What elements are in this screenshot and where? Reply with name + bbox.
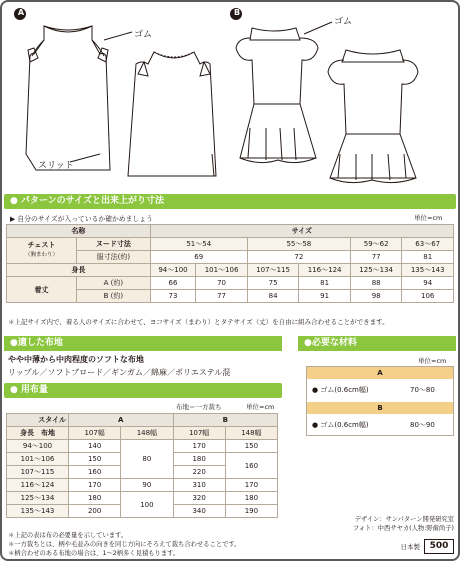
fabric-line2: リップル／ソフトブロード／ギンガム／綿麻／ポリエステル混 [8, 368, 231, 377]
height-3: 107～115 [247, 264, 299, 277]
yardage-row4-b107: 310 [173, 479, 225, 492]
yardage-foot3-text: 柄合わせのある布地の場合は、1～2柄多く見積もります。 [14, 550, 180, 557]
chest-label: チェスト [27, 241, 56, 249]
yardage-b148-6: 190 [225, 505, 277, 518]
yardage-unit: 単位=cm [246, 403, 275, 411]
yardage-table [6, 413, 278, 518]
yardage-b148-2: 160 [225, 453, 277, 479]
yardage-a148-2: 90 [121, 479, 173, 492]
a-elastic-label: ゴム [134, 30, 153, 40]
material-unit: 単位=cm [418, 357, 447, 365]
yardage-row6-a107: 200 [69, 505, 121, 518]
yardage-row4-a107: 170 [69, 479, 121, 492]
b-length-2: 77 [196, 290, 248, 303]
yardage-subnote: 布地＝一方裁ち [176, 403, 222, 411]
a-slit-label: スリット [38, 161, 74, 171]
yardage-foot1-text: 上記の表は布の必要量を示しています。 [14, 532, 128, 539]
chest-sub-label: （胸まわり） [25, 252, 59, 258]
size-header-size: サイズ [150, 225, 453, 238]
yardage-row2-height: 101～106 [7, 453, 69, 466]
fabric-line1: やや中薄から中肉程度のソフトな布地 [8, 355, 144, 364]
b-length-3: 84 [247, 290, 299, 303]
material-b-item: ● ゴム(0.6cm幅) [312, 421, 369, 429]
finished-3: 77 [350, 251, 402, 264]
b-length-6: 106 [402, 290, 454, 303]
height-5: 125～134 [350, 264, 402, 277]
yardage-row4-height: 116～124 [7, 479, 69, 492]
nude-4: 63～67 [402, 238, 454, 251]
finished-1: 69 [150, 251, 247, 264]
nude-label: ヌード寸法 [77, 238, 151, 251]
size-table [6, 224, 454, 303]
finished-4: 81 [402, 251, 454, 264]
credit-design: デザイン：サンパターン開発研究室 [354, 516, 454, 523]
yardage-col-b: B [173, 414, 278, 427]
badge-b: B [233, 8, 241, 17]
length-label: 着丈 [7, 277, 77, 303]
length-a-label: A (約) [77, 277, 151, 290]
yardage-row6-height: 135～143 [7, 505, 69, 518]
yardage-row5-a107: 180 [69, 492, 121, 505]
yardage-col-a: A [69, 414, 174, 427]
height-2: 101～106 [196, 264, 248, 277]
fabric-section-header: ●適した布地 [4, 336, 282, 351]
material-a-item: ● ゴム(0.6cm幅) [312, 386, 369, 394]
material-section-title: 必要な材料 [311, 338, 357, 348]
material-a-item-text: ゴム(0.6cm幅) [320, 386, 369, 394]
yardage-height-fabric [7, 427, 69, 440]
yardage-row1-height: 94～100 [7, 440, 69, 453]
badge-a: A [17, 8, 25, 17]
yardage-foot1: ＊上記の表は布の必要量を示しています。 [8, 532, 128, 539]
yardage-foot3: ＊柄合わせのある布地の場合は、1～2柄多く見積もります。 [8, 550, 180, 557]
b-length-5: 98 [350, 290, 402, 303]
b-length-4: 91 [299, 290, 351, 303]
size-section-header: ● パターンのサイズと出来上がり寸法 [4, 194, 456, 209]
size-footnote-text: 上記サイズ内で、着る人のサイズに合わせて、ヨコサイズ（まわり）とタテサイズ（丈）を自由に組み合わせることができます。 [14, 318, 389, 326]
yardage-row3-height: 107～115 [7, 466, 69, 479]
length-b-label: B (約) [77, 290, 151, 303]
yardage-a-148: 148幅 [121, 427, 173, 440]
yardage-b-107: 107幅 [173, 427, 225, 440]
fabric-section-title: 適した布地 [17, 338, 63, 348]
height-6: 135～143 [402, 264, 454, 277]
a-length-2: 70 [196, 277, 248, 290]
b-elastic-label: ゴム [334, 17, 353, 27]
yardage-b148-4: 170 [225, 479, 277, 492]
a-length-1: 66 [150, 277, 196, 290]
size-footnote: ＊上記サイズ内で、着る人のサイズに合わせて、ヨコサイズ（まわり）とタテサイズ（丈）を自由に組み合わせることができます。 [8, 318, 389, 326]
yardage-a-107: 107幅 [69, 427, 121, 440]
yardage-row5-b107: 320 [173, 492, 225, 505]
size-note-text: 自分のサイズが入っているか確かめましょう [17, 215, 153, 223]
credit-photo: フォト：中西サヤカ(人物:野歯尚子) [352, 525, 454, 532]
yardage-row2-b107: 180 [173, 453, 225, 466]
height-1: 94～100 [150, 264, 196, 277]
a-length-6: 94 [402, 277, 454, 290]
yardage-a148-3: 100 [121, 492, 173, 518]
height-4: 116～124 [299, 264, 351, 277]
yardage-section-header: ● 用布量 [4, 383, 282, 398]
nude-1: 51～54 [150, 238, 247, 251]
nude-3: 59～62 [350, 238, 402, 251]
yardage-foot2: ＊一方裁ちとは、柄や毛並みの向きを同じ方向にそろえて裁ち合わせることです。 [8, 541, 241, 548]
a-length-5: 88 [350, 277, 402, 290]
chest-label-cell [7, 238, 77, 264]
price-box: 500 [424, 539, 454, 554]
height-label: 身長 [7, 264, 151, 277]
yardage-row3-b107: 220 [173, 466, 225, 479]
size-unit: 単位=cm [414, 214, 443, 222]
yardage-row1-b107: 170 [173, 440, 225, 453]
a-length-4: 81 [299, 277, 351, 290]
yardage-row5-height: 125～134 [7, 492, 69, 505]
finished-2: 72 [247, 251, 350, 264]
yardage-a148-1: 80 [121, 440, 173, 479]
yardage-fabric-label: 布地 [41, 429, 55, 437]
yardage-style-label: スタイル [7, 414, 69, 427]
yardage-row2-a107: 150 [69, 453, 121, 466]
material-a-label: A [307, 367, 453, 379]
made-in: 日本製 [400, 543, 420, 551]
material-a-value: 70～80 [410, 386, 435, 394]
nude-2: 55～58 [247, 238, 350, 251]
yardage-b148-1: 150 [225, 440, 277, 453]
material-section-header: ●必要な材料 [298, 336, 456, 351]
size-note: ▶ 自分のサイズが入っているか確かめましょう [10, 215, 153, 223]
yardage-foot2-text: 一方裁ちとは、柄や毛並みの向きを同じ方向にそろえて裁ち合わせることです。 [14, 541, 241, 548]
size-section-title: パターンのサイズと出来上がり寸法 [20, 196, 164, 206]
yardage-b-148: 148幅 [225, 427, 277, 440]
finished-label: 服寸法(約) [77, 251, 151, 264]
yardage-height-label: 身長 [20, 429, 34, 437]
yardage-row3-a107: 160 [69, 466, 121, 479]
material-b-value: 80～90 [410, 421, 435, 429]
yardage-row6-b107: 340 [173, 505, 225, 518]
yardage-row1-a107: 140 [69, 440, 121, 453]
material-b-item-text: ゴム(0.6cm幅) [320, 421, 369, 429]
size-header-name: 名称 [7, 225, 151, 238]
a-length-3: 75 [247, 277, 299, 290]
yardage-section-title: 用布量 [20, 385, 48, 395]
b-length-1: 73 [150, 290, 196, 303]
material-b-label: B [307, 402, 453, 414]
yardage-b148-5: 180 [225, 492, 277, 505]
